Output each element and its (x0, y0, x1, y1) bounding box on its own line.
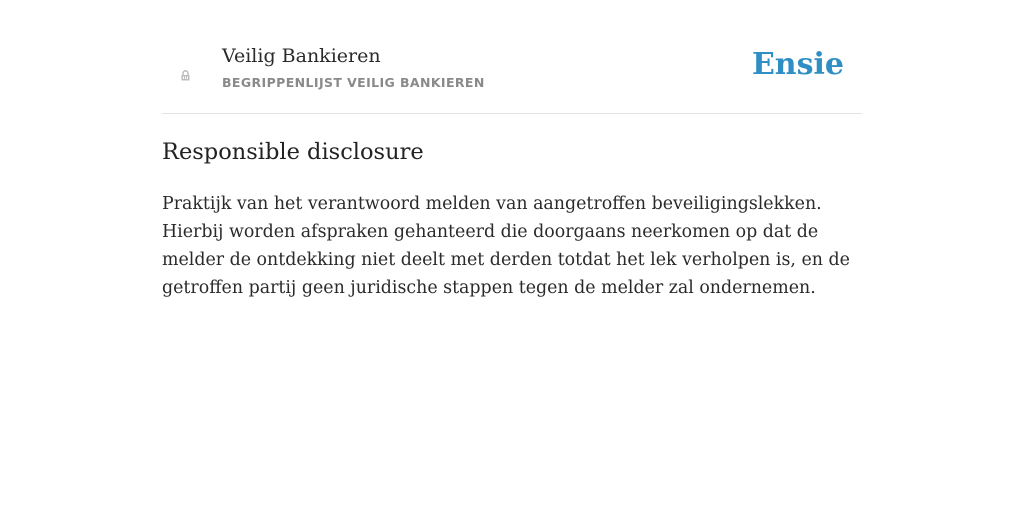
site-subtitle[interactable]: BEGRIPPENLIJST VEILIG BANKIEREN (222, 75, 485, 90)
brand-logo[interactable]: Ensie (751, 47, 844, 82)
page-container (162, 0, 862, 298)
term-title: Responsible disclosure (162, 139, 424, 165)
header (162, 0, 862, 114)
site-title[interactable]: Veilig Bankieren (222, 45, 381, 67)
term-definition: Praktijk van het verantwoord melden van aangetroffen beveiligingslekken. Hierbij worden afspraken gehanteerd die doorgaans neerkomen op dat de melder de ontdekking niet deelt met derden totdat het lek verholpen is, en de getroffen partij geen juridische stappen tegen de melder zal ondernemen. (162, 194, 850, 298)
lock-icon (180, 66, 191, 77)
